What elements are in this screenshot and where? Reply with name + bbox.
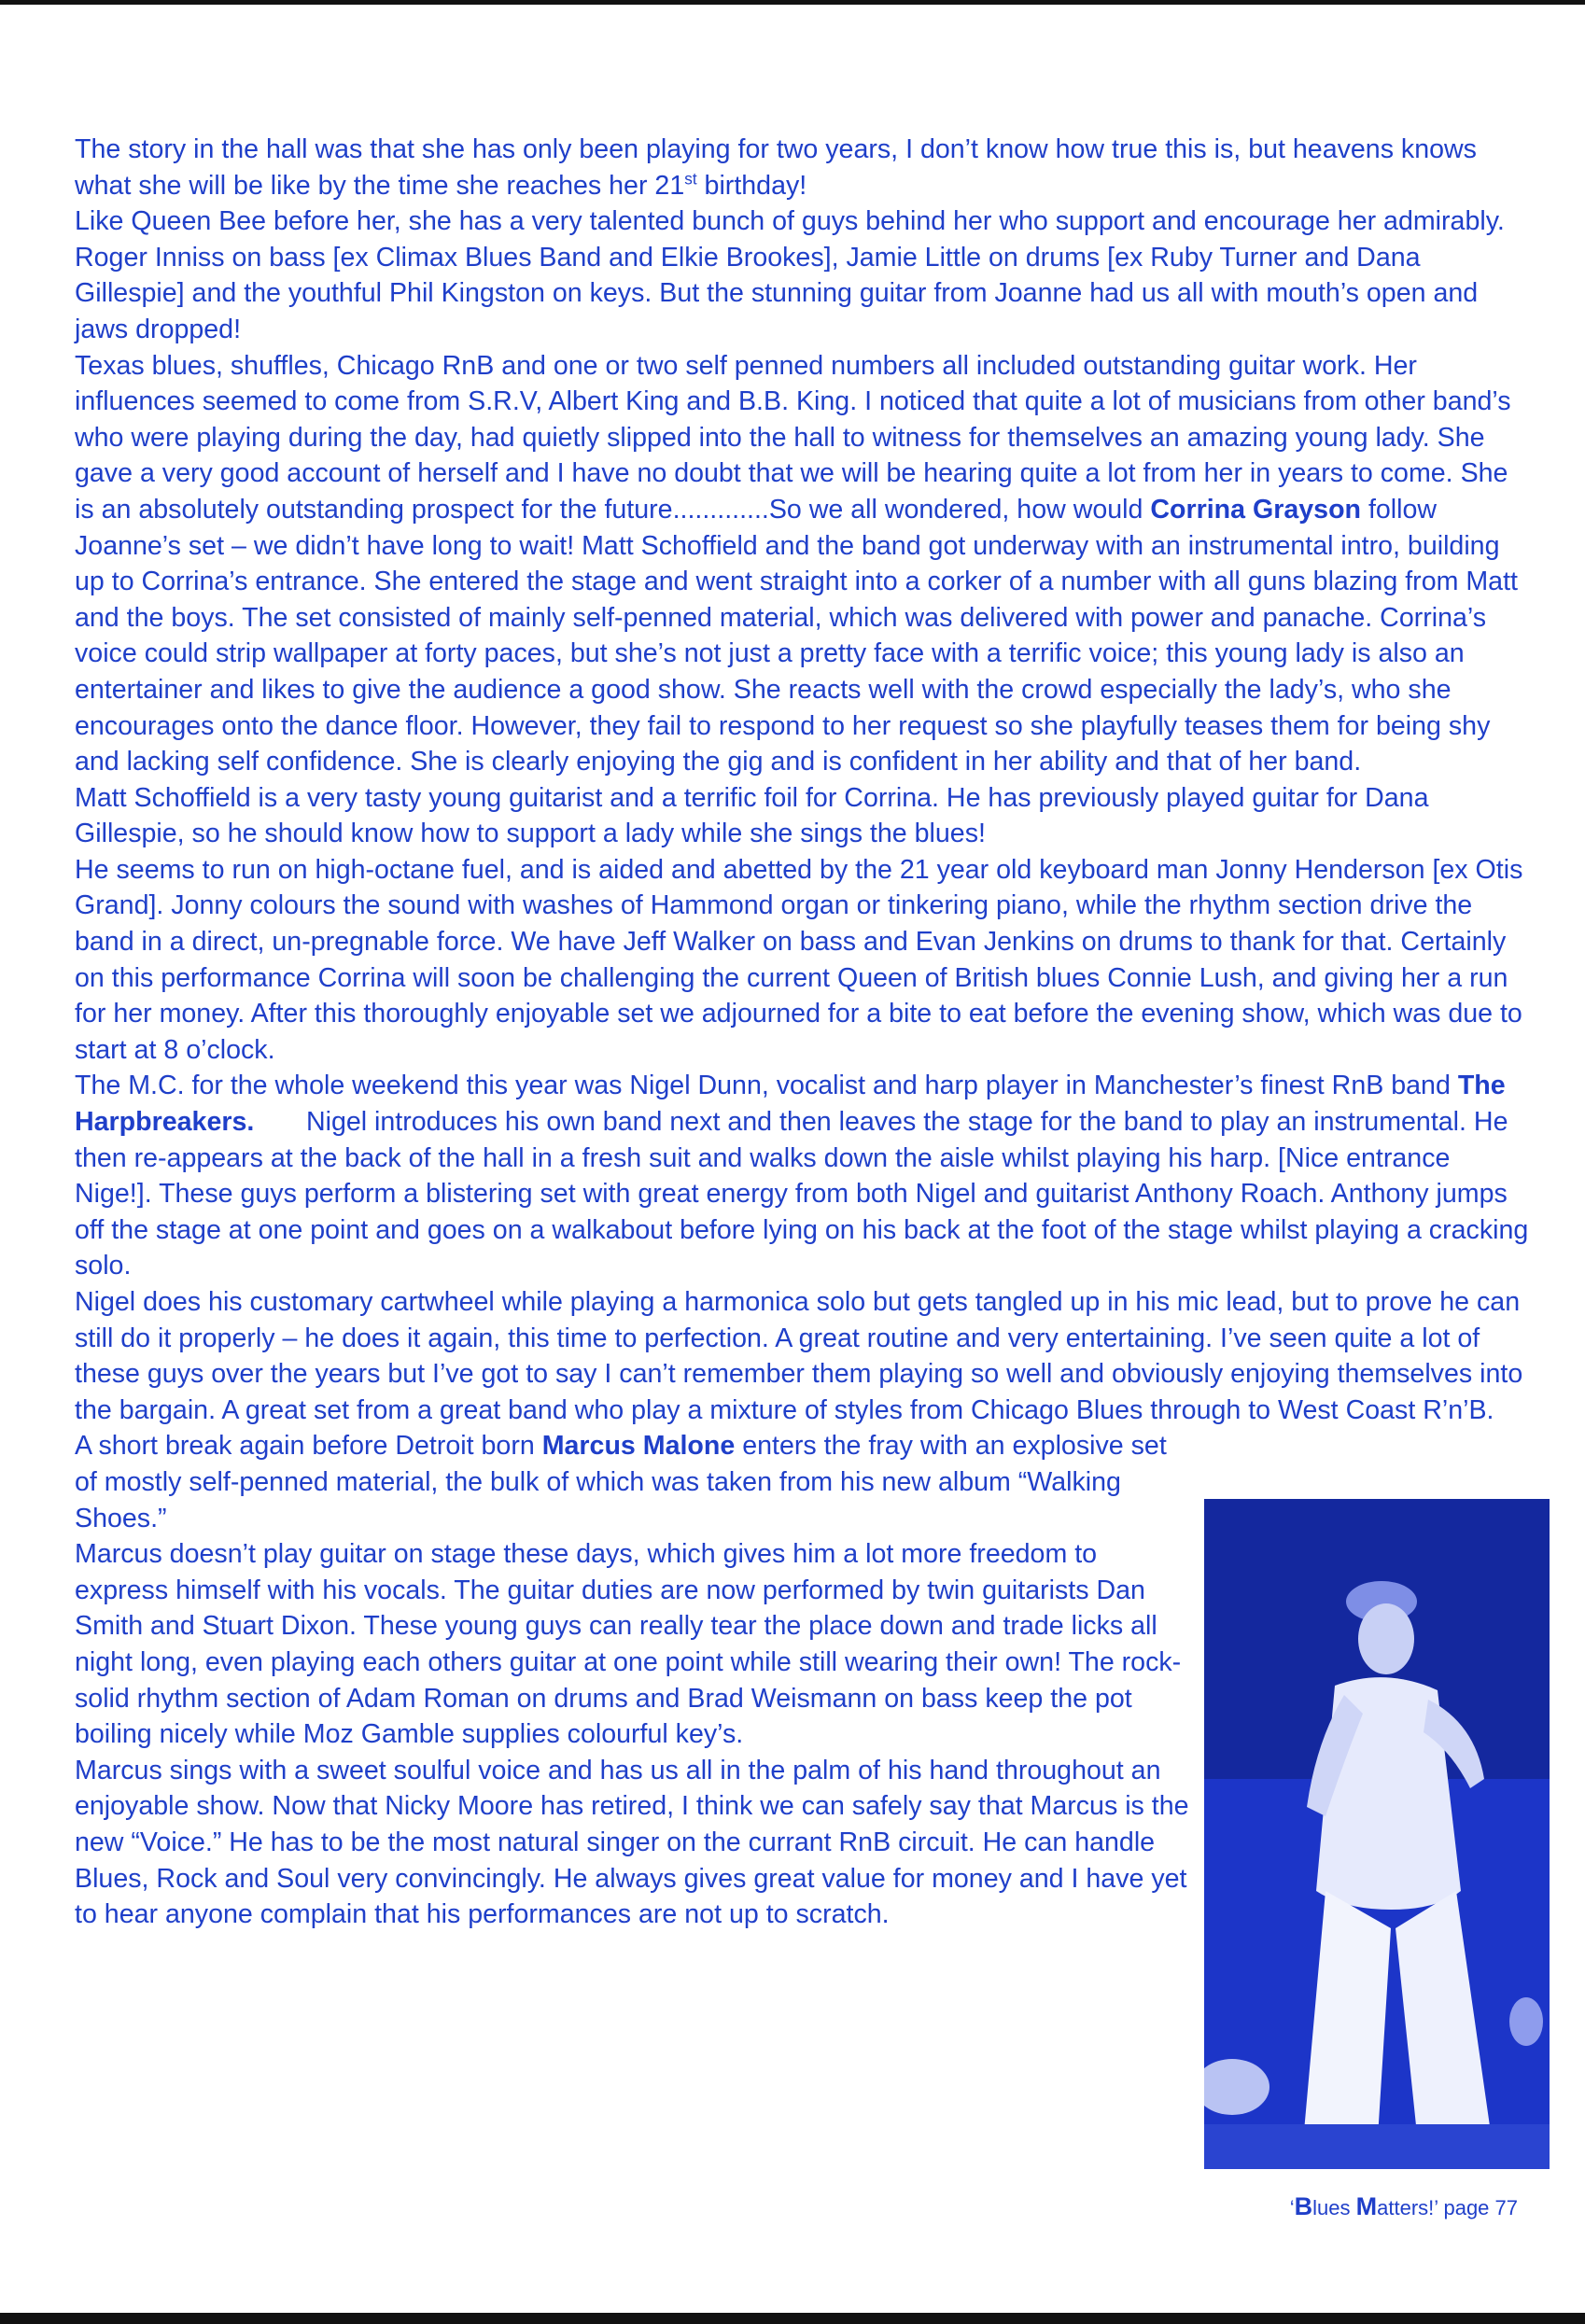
performer-photo-image bbox=[1204, 1499, 1550, 2169]
paragraph-7 bbox=[75, 1284, 1531, 1428]
footer-word-lues: lues bbox=[1312, 2196, 1356, 2219]
artist-name-marcus-malone: Marcus Malone bbox=[541, 1431, 736, 1462]
paragraph-8 bbox=[75, 1428, 1195, 1536]
page-footer bbox=[1204, 2192, 1518, 2221]
paragraph-9: Marcus doesn’t play guitar on stage these days, which gives him a lot more freedom to express himself with his vocals. The guitar duties are now performed by twin guitarists Dan Smith and Stuart Dixon. These young guys can really tear the place down and trade licks all night long, even playing each others guitar at one point while still wearing their own! The rock-solid rhythm section of Adam Roman on drums and Brad Weismann on bass keep the pot boiling nicely while Moz Gamble supplies colourful key’s. bbox=[75, 1539, 1182, 1750]
paragraph-2: Like Queen Bee before her, she has a very talented bunch of guys behind her who support and encourage her admirably. Roger Inniss on bass [ex Climax Blues Band and Elkie Brookes], Jamie Little on drums [ex Ruby Turner and Dana Gillespie] and the youthful Phil Kingston on keys. But the stunning guitar from Joanne had us all with mouth’s open and jaws dropped! bbox=[75, 206, 1505, 344]
paragraph-6-text: The M.C. for the whole weekend this year was Nigel Dunn, vocalist and harp player in Manchester’s finest RnB band bbox=[75, 1071, 1458, 1101]
paragraph-8-text: A short break again before Detroit born bbox=[75, 1431, 542, 1462]
paragraph-1 bbox=[75, 132, 1531, 203]
paragraph-3 bbox=[75, 348, 1531, 780]
paragraph-3-tail: follow Joanne’s set – we didn’t have long to wait! Matt Schoffield and the band got underway with an instrumental intro, building up to Corrina’s entrance. She entered the stage and went straight into a corker of a number with all guns blazing from Matt and the boys. The set consisted of mainly self-penned material, which was delivered with power and panache. Corrina’s voice could strip wallpaper at forty paces, but she’s not just a pretty face with a terrific voice; this young lady is also an entertainer and likes to give the audience a good show. She reacts well with the crowd especially the lady’s, who she encourages onto the dance floor. However, they fail to respond to her request so she playfully teases them for being shy and lacking self confidence. She is clearly enjoying the gig and is confident in her ability and that of her band. bbox=[75, 494, 1518, 777]
band-name-harpbreakers: The Harpbreakers. bbox=[75, 1071, 1513, 1138]
footer-initial-b: B bbox=[1294, 2192, 1313, 2220]
ordinal-suffix: st bbox=[684, 169, 697, 189]
footer-initial-m: M bbox=[1355, 2192, 1378, 2220]
top-rule bbox=[0, 0, 1585, 5]
paragraph-8-tail: enters the fray with an explosive set of mostly self-penned material, the bulk of which was taken from his new album “Walking Shoes.” bbox=[75, 1431, 1167, 1533]
footer-quote: ‘ bbox=[1289, 2196, 1295, 2219]
paragraph-6-tail: Nigel introduces his own band next and then leaves the stage for the band to play an instrumental. He then re-appears at the back of the hall in a fresh suit and walks down the aisle whilst playing his harp. [Nice entrance Nige!]. These guys perform a blistering set with great energy from both Nigel and guitarist Anthony Roach. Anthony jumps off the stage at one point and goes on a walkabout before lying on his back at the foot of the stage whilst playing a cracking solo. bbox=[75, 1107, 1536, 1281]
paragraph-3-text: Texas blues, shuffles, Chicago RnB and one or two self penned numbers all included outstanding guitar work. Her influences seemed to come from S.R.V, Albert King and B.B. King. I noticed that quite a lot of musicians from other band’s who were playing during the day, had quietly slipped into the hall to witness for themselves an amazing young lady. She gave a very good account of herself and I have no doubt that we will be hearing quite a lot from her in years to come. She is an absolutely outstanding prospect for the future.............So we all wondered, how would bbox=[75, 350, 1511, 525]
artist-name-corrina-grayson: Corrina Grayson bbox=[1150, 494, 1361, 525]
footer-word-atters: atters!’ page 77 bbox=[1377, 2196, 1518, 2219]
performer-photo bbox=[1204, 1499, 1550, 2169]
paragraph-5: He seems to run on high-octane fuel, and is aided and abetted by the 21 year old keyboard man Jonny Henderson [ex Otis Grand]. Jonny colours the sound with washes of Hammond organ or tinkering piano, while the rhythm section drive the band in a direct, un-pregnable force. We have Jeff Walker on bass and Evan Jenkins on drums to thank for that. Certainly on this performance Corrina will soon be challenging the current Queen of British blues Connie Lush, and giving her a run for her money. After this thoroughly enjoyable set we adjourned for a bite to eat before the evening show, which was due to start at 8 o’clock. bbox=[75, 854, 1523, 1065]
paragraph-7-text: Nigel does his customary cartwheel while playing a harmonica solo but gets tangled up in his mic lead, but to prove he can still do it properly – he does it again, this time to perfection. A great routine and very entertaining. I’ve seen quite a lot of these guys over the years but I’ve got to say I can’t remember them playing so well and obviously enjoying themselves into the bargain. A great set from a great band who play a mixture of styles from Chicago Blues through to West Coast R’n’B. bbox=[75, 1287, 1523, 1425]
paragraph-4: Matt Schoffield is a very tasty young guitarist and a terrific foil for Corrina. He has previously played guitar for Dana Gillespie, so he should know how to support a lady while she sings the blues! bbox=[75, 782, 1429, 849]
paragraph-10: Marcus sings with a sweet soulful voice and has us all in the palm of his hand throughout an enjoyable show. Now that Nicky Moore has retired, I think we can safely say that Marcus is the new “Voice.” He has to be the most natural singer on the currant RnB circuit. He can handle Blues, Rock and Soul very convincingly. He always gives great value for money and I have yet to hear anyone complain that his performances are not up to scratch. bbox=[75, 1755, 1189, 1930]
bottom-rule bbox=[0, 2313, 1585, 2324]
paragraph-1-tail: birthday! bbox=[696, 170, 807, 201]
paragraph-1-text: The story in the hall was that she has only been playing for two years, I don’t know how true this is, but heavens knows what she will be like by the time she reaches her 21 bbox=[75, 134, 1477, 201]
paragraph-6 bbox=[75, 1068, 1536, 1284]
